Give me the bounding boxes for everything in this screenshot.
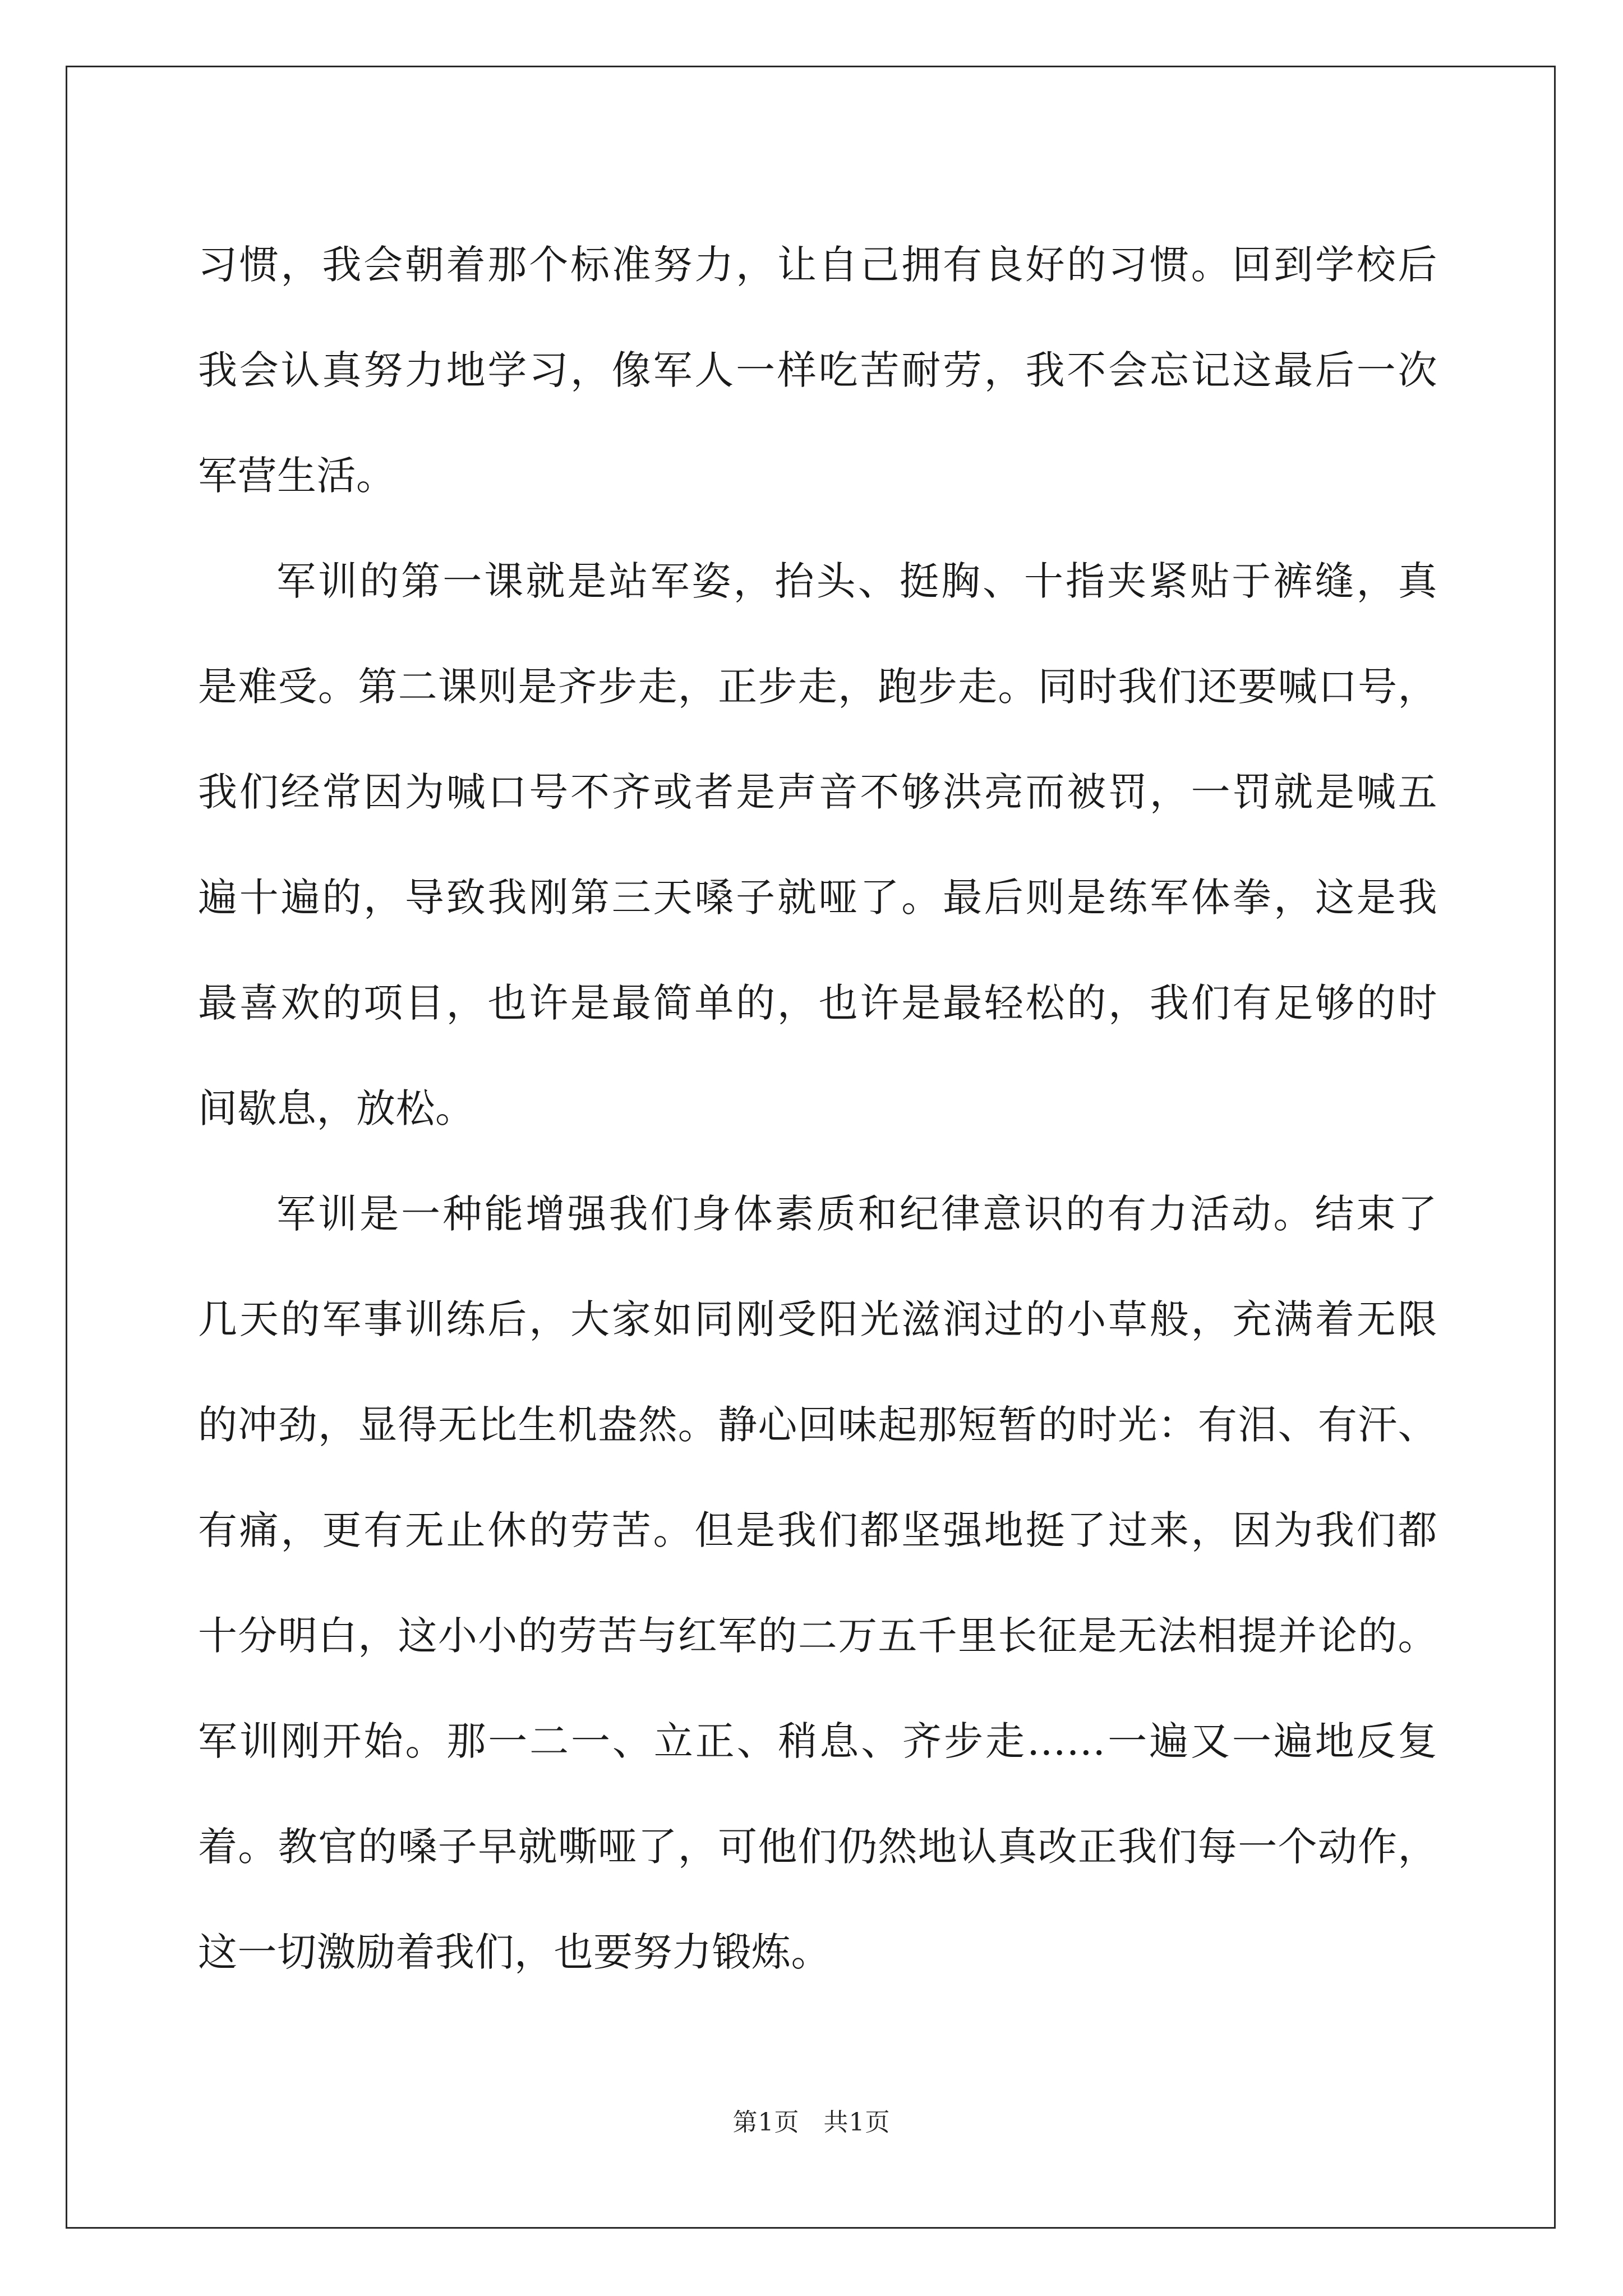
text-line: 间歇息，放松。	[198, 1085, 475, 1131]
text-line: 军营生活。	[198, 453, 396, 499]
page-footer	[0, 2102, 1623, 2138]
text-line: 习惯，我会朝着那个标准努力，让自己拥有良好的习惯。回到学校后	[198, 242, 1437, 288]
text-line: 遍十遍的，导致我刚第三天嗓子就哑了。最后则是练军体拳，这是我	[198, 875, 1437, 921]
text-line: 几天的军事训练后，大家如同刚受阳光滋润过的小草般，充满着无限	[198, 1296, 1437, 1342]
text-line: 着。教官的嗓子早就嘶哑了，可他们仍然地认真改正我们每一个动作，	[198, 1824, 1437, 1870]
page-number-current: 第1页	[732, 2108, 800, 2137]
text-line: 我会认真努力地学习，像军人一样吃苦耐劳，我不会忘记这最后一次	[198, 347, 1437, 393]
text-line: 军训的第一课就是站军姿，抬头、挺胸、十指夹紧贴于裤缝，真	[276, 558, 1437, 604]
text-line: 最喜欢的项目，也许是最简单的，也许是最轻松的，我们有足够的时	[198, 980, 1437, 1026]
text-line: 的冲劲，显得无比生机盎然。静心回味起那短暂的时光：有泪、有汗、	[198, 1402, 1437, 1448]
text-line: 有痛，更有无止休的劳苦。但是我们都坚强地挺了过来，因为我们都	[198, 1507, 1437, 1553]
text-line: 这一切激励着我们，也要努力锻炼。	[198, 1929, 831, 1975]
text-line: 我们经常因为喊口号不齐或者是声音不够洪亮而被罚，一罚就是喊五	[198, 769, 1437, 815]
text-line: 军训刚开始。那一二一、立正、稍息、齐步走……一遍又一遍地反复	[198, 1718, 1437, 1764]
text-line: 是难受。第二课则是齐步走，正步走，跑步走。同时我们还要喊口号，	[198, 664, 1437, 710]
document-body	[198, 212, 1437, 2005]
text-line: 军训是一种能增强我们身体素质和纪律意识的有力活动。结束了	[276, 1191, 1437, 1237]
text-line: 十分明白，这小小的劳苦与红军的二万五千里长征是无法相提并论的。	[198, 1613, 1437, 1659]
page-number-total: 共1页	[823, 2108, 891, 2137]
